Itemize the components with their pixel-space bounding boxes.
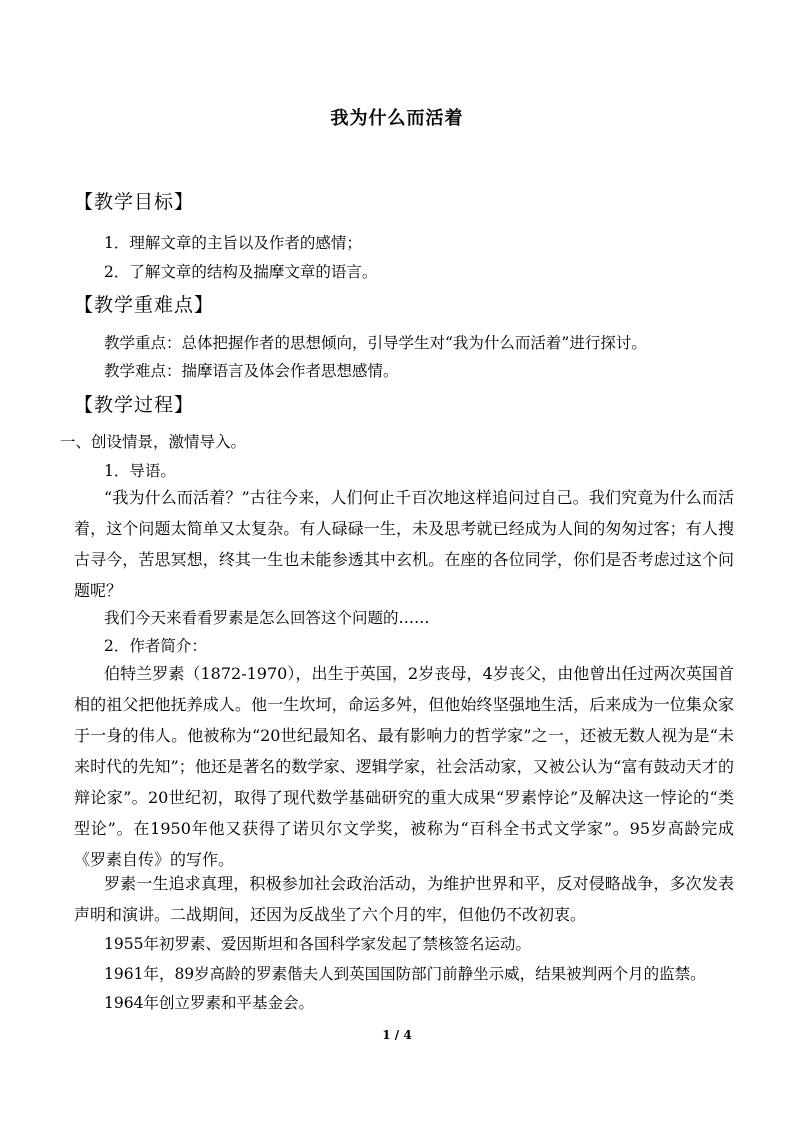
section-heading-process: 【教学过程】 <box>74 394 195 416</box>
event-1961: 1961年，89岁高龄的罗素偕夫人到英国国防部门前静坐示威，结果被判两个月的监禁。 <box>104 965 706 983</box>
intro-line-2: 我们今天来看看罗素是怎么回答这个问题的…… <box>104 609 430 627</box>
section-heading-key-points: 【教学重难点】 <box>74 294 215 316</box>
process-sub-1: 1．导语。 <box>104 462 176 480</box>
key-point-2: 教学难点：揣摩语言及体会作者思想感情。 <box>104 362 399 380</box>
page-number: 1 / 4 <box>382 1028 412 1042</box>
event-1955: 1955年初罗素、爱因斯坦和各国科学家发起了禁核签名运动。 <box>104 935 531 953</box>
document-title: 我为什么而活着 <box>330 108 464 129</box>
activism-paragraph: 罗素一生追求真理，积极参加社会政治活动，为维护世界和平，反对侵略战争，多次发表声明和演讲。二战期间，还因为反战坐了六个月的牢，但他仍不改初衷。 <box>74 874 734 924</box>
process-sub-2: 2．作者简介： <box>104 637 207 655</box>
intro-paragraph: “我为什么而活着？”古往今来，人们何止千百次地这样追问过自己。我们究竟为什么而活着，这个问题太简单又太复杂。有人碌碌一生，未及思考就已经成为人间的匆匆过客；有人搜古寻今，苦思冥想，终其一生也未能参透其中玄机。在座的各位同学，你们是否考虑过这个问题呢？ <box>74 488 734 600</box>
goal-item-1: 1．理解文章的主旨以及作者的感情； <box>104 234 362 252</box>
key-point-1: 教学重点：总体把握作者的思想倾向，引导学生对“我为什么而活着”进行探讨。 <box>104 334 647 352</box>
section-heading-goals: 【教学目标】 <box>74 191 195 213</box>
bio-paragraph: 伯特兰罗素（1872-1970），出生于英国，2岁丧母，4岁丧父，由他曾出任过两次英国首相的祖父把他抚养成人。他一生坎坷，命运多舛，但他始终坚强地生活，后来成为一位集众家于一身的伟人。他被称为“20世纪最知名、最有影响力的哲学家”之一，还被无数人视为是“未来时代的先知”；他还是著名的数学家、逻辑学家，社会活动家，又被公认为“富有鼓动天才的辩论家”。20世纪初，取得了现代数学基础研究的重大成果“罗素悖论”及解决这一悖论的“类型论”。在1950年他又获得了诺贝尔文学奖，被称为“百科全书式文学家”。95岁高龄完成《罗素自传》的写作。 <box>74 664 734 869</box>
process-step-1: 一、创设情景，激情导入。 <box>60 433 247 451</box>
goal-item-2: 2．了解文章的结构及揣摩文章的语言。 <box>104 263 378 281</box>
event-1964: 1964年创立罗素和平基金会。 <box>104 994 314 1012</box>
